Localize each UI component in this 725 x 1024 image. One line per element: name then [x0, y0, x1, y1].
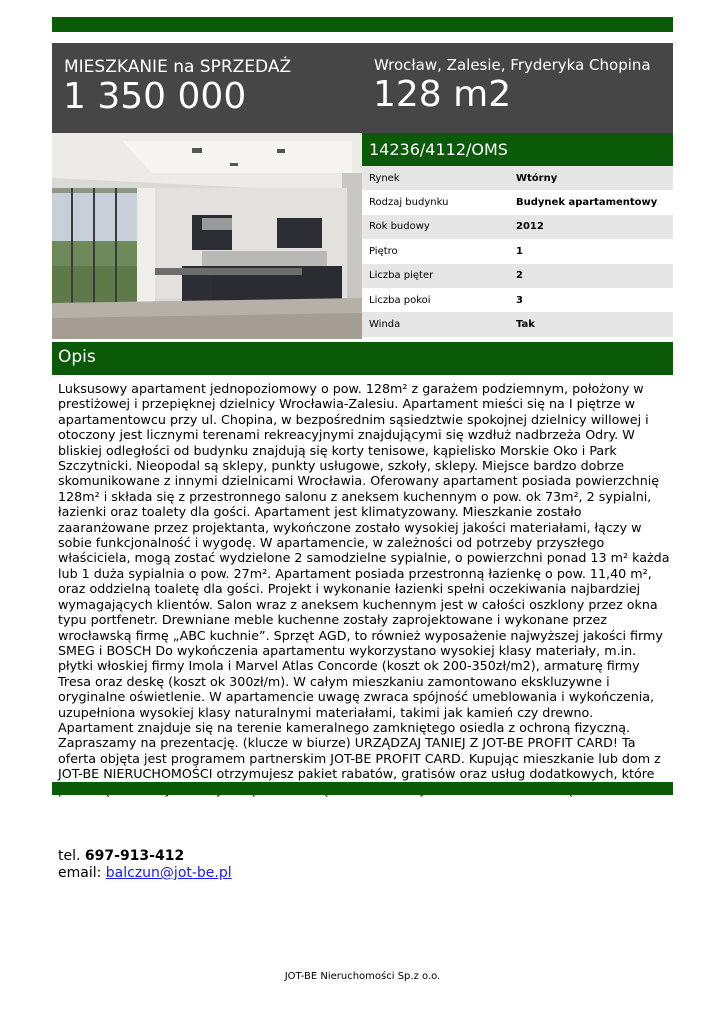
- offer-id: 14236/4112/OMS: [369, 140, 508, 159]
- description-text: Luksusowy apartament jednopoziomowy o pow. 128m² z garażem podziemnym, położony w prestiżowej i przepięknej dzielnicy Wrocławia-Zalesiu. Apartament mieści się na I piętrze w apartamentowcu przy ul. Chopina, w bezpośrednim sąsiedztwie spokojnej dzielnicy willowej i otoczony jest licznymi terenami rekreacyjnymi znajdującymi się wzdłuż nadbrzeża Odry. W bliskiej odległości od budynku znajdują się korty tenisowe, kąpielisko Morskie Oko i Park Szczytnicki. Nieopodal są sklepy, punkty usługowe, szkoły, sklepy. Miejsce bardzo dobrze skomunikowane z innymi dzielnicami Wrocławia. Oferowany apartament posiada powierzchnię 128m² i składa się z przestronnego salonu z aneksem kuchennym o pow. ok 73m², 2 sypialni, łazienki oraz toalety dla gości. Apartament jest klimatyzowany. Mieszkanie zostało zaaranżowane przez projektanta, wykończone zostało wysokiej jakości materiałami, łączy w sobie funkcjonalność i wygodę. W apartamencie, w zależności od potrzeby przyszłego właściciela, mogą zostać wydzielone 2 samodzielne sypialnie, o powierzchni ponad 13 m² każda lub 1 duża sypialnia o pow. 27m². Apartament posiada przestronną łazienkę o pow. 11,40 m², oraz oddzielną toaletę dla gości. Projekt i wykonanie łazienki spełni oczekiwania najbardziej wymagających klientów. Salon wraz z aneksem kuchennym jest w całości oszklony przez okna typu portfenetr. Drewniane meble kuchenne zostały zaprojektowane i wykonane przez wrocławską firmę „ABC kuchnie”. Sprzęt AGD, to również wyposażenie najwyższej jakości firmy SMEG i BOSCH Do wykończenia apartamentu wykorzystano wysokiej klasy materiały, m.in. płytki włoskiej firmy Imola i Marvel Atlas Concorde (koszt ok 200-350zł/m2), armaturę firmy Tresa oraz deskę (koszt ok 300zł/m). W całym mieszkaniu zamontowano ekskluzywne i oryginalne oświetlenie. W apartamencie uwagę zwraca spójność umeblowania i wykończenia, uzupełniona wysokiej klasy naturalnymi materiałami, takimi jak kamień czy drewno. Apartament znajduje się na terenie kameralnego zamkniętego osiedla z ochroną fizyczną. Zapraszamy na prezentację. (klucze w biurze) URZĄDZAJ TANIEJ Z JOT-BE PROFIT CARD! Ta oferta objęta jest programem partnerskim JOT-BE PROFIT CARD. Kupując mieszkanie lub dom z JOT-BE NIERUCHOMOŚCI otrzymujesz pakiet rabatów, gratisów oraz usług dodatkowych, które: [58, 381, 670, 782]
- detail-label: Piętro: [369, 245, 398, 257]
- details-row: [362, 190, 673, 214]
- detail-value: 1: [516, 245, 523, 257]
- contact-block: [58, 848, 232, 882]
- description-header: [52, 342, 673, 375]
- bottom-accent-bar: [52, 782, 673, 795]
- detail-value: 3: [516, 294, 523, 306]
- details-row: [362, 239, 673, 263]
- listing-header: [52, 43, 673, 133]
- email-line: [58, 865, 232, 882]
- listing-location: Wrocław, Zalesie, Fryderyka Chopina: [374, 56, 651, 74]
- details-row: [362, 166, 673, 190]
- listing-type: MIESZKANIE na SPRZEDAŻ: [64, 57, 292, 77]
- detail-label: Rok budowy: [369, 221, 430, 233]
- details-row: [362, 312, 673, 336]
- detail-value: Tak: [516, 319, 535, 331]
- detail-value: 2012: [516, 221, 544, 233]
- phone-label: tel.: [58, 848, 81, 864]
- details-row: [362, 288, 673, 312]
- footer-company: JOT-BE Nieruchomości Sp.z o.o.: [284, 971, 441, 982]
- apartment-photo: [52, 133, 362, 339]
- detail-label: Rodzaj budynku: [369, 197, 449, 209]
- detail-label: Liczba pięter: [369, 270, 434, 282]
- details-row: [362, 215, 673, 239]
- detail-label: Winda: [369, 319, 401, 331]
- detail-value: Wtórny: [516, 172, 558, 184]
- listing-area: 128 m2: [373, 74, 512, 115]
- detail-value: Budynek apartamentowy: [516, 197, 658, 209]
- details-table: [362, 166, 673, 337]
- listing-price: 1 350 000: [63, 76, 247, 117]
- details-row: [362, 264, 673, 288]
- description-title: Opis: [58, 347, 96, 367]
- phone-number: 697-913-412: [84, 848, 185, 864]
- offer-id-bar: [362, 133, 673, 166]
- email-label: email:: [58, 865, 102, 881]
- email-link[interactable]: balczun@jot-be.pl: [105, 865, 232, 881]
- detail-label: Liczba pokoi: [369, 294, 431, 306]
- top-accent-bar: [52, 17, 673, 32]
- detail-label: Rynek: [369, 172, 400, 184]
- detail-value: 2: [516, 270, 523, 282]
- phone-line: [58, 848, 232, 865]
